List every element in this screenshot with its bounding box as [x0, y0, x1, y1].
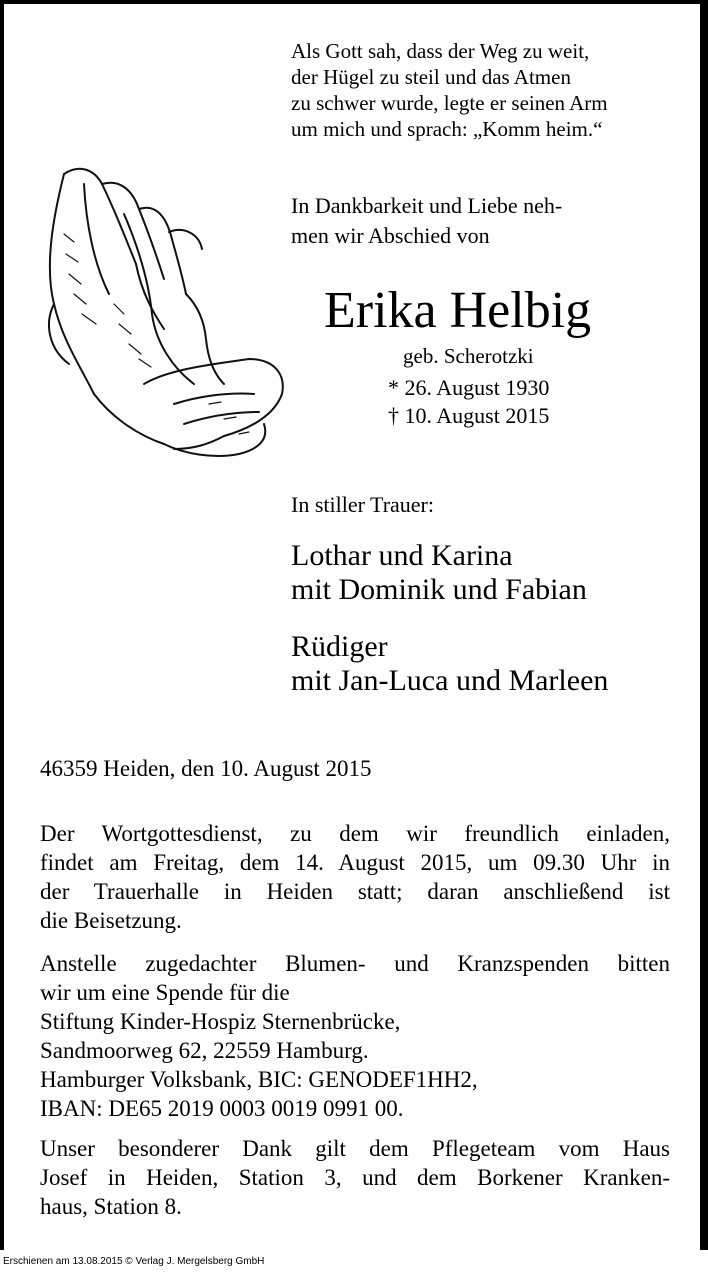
thanks-line: Josef in Heiden, Station 3, und dem Borkener Kranken-	[40, 1165, 670, 1190]
donation-line: Sandmoorweg 62, 22559 Hamburg.	[40, 1038, 369, 1063]
deceased-name: Erika Helbig	[324, 282, 592, 339]
intro	[291, 191, 691, 251]
poem-line: Als Gott sah, dass der Weg zu weit,	[291, 39, 590, 63]
service-paragraph	[40, 819, 670, 935]
intro-line: In Dankbarkeit und Liebe neh-	[291, 193, 563, 218]
service-line: der Trauerhalle in Heiden statt; daran anschließend ist	[40, 879, 670, 904]
family-line: Rüdiger	[291, 630, 388, 663]
family-line: mit Jan-Luca und Marleen	[291, 664, 609, 697]
intro-line: men wir Abschied von	[291, 223, 490, 248]
thanks-line: haus, Station 8.	[40, 1194, 182, 1219]
service-line: Der Wortgottesdienst, zu dem wir freundlich einladen,	[40, 821, 670, 846]
family-group	[291, 630, 691, 698]
family-group	[291, 539, 691, 607]
praying-hands-icon	[24, 154, 294, 474]
donation-line: wir um eine Spende für die	[40, 980, 290, 1005]
donation-paragraph	[40, 949, 670, 1123]
service-line: findet am Freitag, dem 14. August 2015, um 09.30 Uhr in	[40, 850, 670, 875]
donation-line: Hamburger Volksbank, BIC: GENODEF1HH2,	[40, 1067, 478, 1092]
poem	[291, 38, 691, 142]
family-line: Lothar und Karina	[291, 539, 513, 572]
mourning-label: In stiller Trauer:	[291, 492, 434, 517]
thanks-paragraph	[40, 1134, 670, 1221]
place-date: 46359 Heiden, den 10. August 2015	[40, 756, 372, 781]
death-date: † 10. August 2015	[388, 403, 550, 428]
family-line: mit Dominik und Fabian	[291, 573, 587, 606]
poem-line: zu schwer wurde, legte er seinen Arm	[291, 91, 608, 115]
poem-line: der Hügel zu steil und das Atmen	[291, 65, 571, 89]
publication-footer: Erschienen am 13.08.2015 © Verlag J. Mergelsberg GmbH	[3, 1256, 265, 1267]
donation-line: IBAN: DE65 2019 0003 0019 0991 00.	[40, 1096, 404, 1121]
donation-line: Anstelle zugedachter Blumen- und Kranzspenden bitten	[40, 951, 670, 976]
birth-date: * 26. August 1930	[388, 375, 550, 400]
donation-line: Stiftung Kinder-Hospiz Sternenbrücke,	[40, 1009, 401, 1034]
birth-name: geb. Scherotzki	[403, 344, 534, 368]
service-line: die Beisetzung.	[40, 908, 182, 933]
thanks-line: Unser besonderer Dank gilt dem Pflegeteam vom Haus	[40, 1136, 670, 1161]
poem-line: um mich und sprach: „Komm heim.“	[291, 117, 603, 141]
obituary-notice	[4, 4, 700, 1250]
